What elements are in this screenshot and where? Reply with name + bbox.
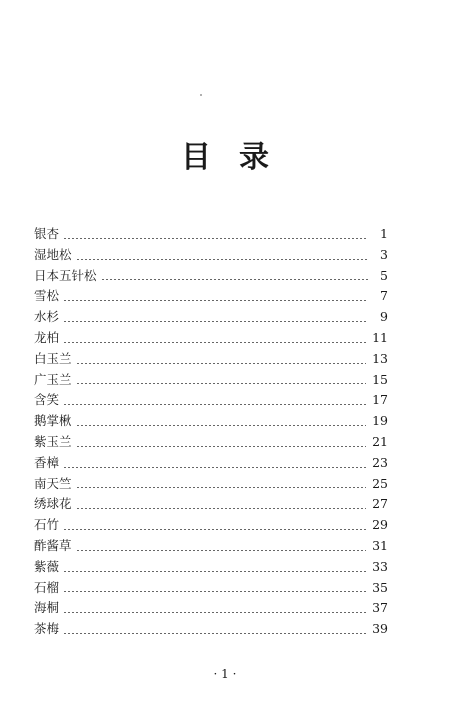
toc-entry-label: 日本五针松	[34, 267, 97, 283]
toc-dot-leader	[76, 363, 367, 364]
toc-entry	[34, 286, 388, 307]
toc-entry-page: 23	[372, 454, 388, 470]
toc-dot-leader	[76, 259, 368, 260]
toc-dot-leader	[63, 321, 368, 322]
toc-entry-page: 5	[380, 267, 388, 283]
toc-entry	[34, 557, 388, 578]
toc-entry-page: 31	[372, 537, 388, 553]
toc-entry	[34, 328, 388, 349]
toc-dot-leader	[63, 529, 366, 530]
toc-entry-page: 27	[372, 496, 388, 512]
toc-entry-label: 湿地松	[34, 246, 72, 262]
toc-entry-label: 紫玉兰	[34, 433, 72, 449]
toc-entry	[34, 598, 388, 619]
toc-entry-label: 香樟	[34, 454, 60, 470]
toc-entry-page: 39	[372, 621, 388, 637]
toc-entry-label: 酢酱草	[34, 537, 72, 553]
toc-entry	[34, 515, 388, 536]
toc-dot-leader	[101, 279, 368, 280]
toc-dot-leader	[76, 487, 367, 488]
toc-entry	[34, 474, 388, 495]
table-of-contents	[34, 224, 388, 640]
toc-entry-page: 3	[380, 246, 388, 262]
toc-entry-label: 紫薇	[34, 558, 60, 574]
toc-dot-leader	[63, 238, 368, 239]
toc-entry-page: 25	[372, 475, 388, 491]
toc-entry	[34, 494, 388, 515]
toc-entry	[34, 390, 388, 411]
toc-entry-label: 广玉兰	[34, 371, 72, 387]
toc-entry	[34, 578, 388, 599]
page-number: · 1 ·	[213, 667, 237, 681]
toc-dot-leader	[63, 467, 366, 468]
toc-entry	[34, 432, 388, 453]
toc-entry	[34, 536, 388, 557]
toc-dot-leader	[63, 300, 368, 301]
toc-entry-page: 11	[372, 329, 388, 345]
toc-dot-leader	[76, 550, 367, 551]
toc-entry-page: 37	[372, 600, 388, 616]
toc-entry	[34, 453, 388, 474]
toc-entry	[34, 245, 388, 266]
toc-dot-leader	[63, 633, 366, 634]
toc-entry-label: 银杏	[34, 226, 60, 241]
toc-entry-label: 龙柏	[34, 329, 60, 345]
toc-entry-page: 7	[380, 288, 388, 304]
toc-entry-label: 水杉	[34, 309, 60, 325]
toc-entry-page: 33	[372, 558, 388, 574]
toc-entry-page: 19	[372, 413, 388, 429]
toc-entry-label: 石竹	[34, 517, 60, 533]
toc-dot-leader	[76, 446, 367, 447]
toc-entry	[34, 307, 388, 328]
toc-dot-leader	[63, 612, 366, 613]
toc-entry-label: 雪松	[34, 288, 60, 304]
toc-dot-leader	[76, 508, 367, 509]
toc-entry-page: 29	[372, 517, 388, 533]
toc-dot-leader	[63, 404, 366, 405]
toc-entry	[34, 349, 388, 370]
toc-entry-page: 15	[372, 371, 388, 387]
toc-entry-label: 含笑	[34, 392, 60, 408]
toc-dot-leader	[63, 591, 366, 592]
toc-entry-page: 35	[372, 579, 388, 595]
toc-dot-leader	[76, 425, 367, 426]
toc-entry-label: 南天竺	[34, 475, 72, 491]
toc-dot-leader	[76, 383, 367, 384]
toc-entry-page: 1	[380, 226, 388, 241]
toc-entry-page: 21	[372, 433, 388, 449]
page-title: 目录	[181, 140, 297, 176]
toc-entry-page: 13	[372, 350, 388, 366]
toc-entry-page: 9	[380, 309, 388, 325]
toc-dot-leader	[63, 571, 366, 572]
toc-dot-leader	[63, 342, 366, 343]
scan-speck	[200, 94, 202, 96]
toc-entry	[34, 224, 388, 245]
toc-entry-label: 绣球花	[34, 496, 72, 512]
toc-entry-label: 茶梅	[34, 621, 60, 637]
toc-entry-label: 海桐	[34, 600, 60, 616]
toc-entry-page: 17	[372, 392, 388, 408]
toc-entry-label: 鹅掌楸	[34, 413, 72, 429]
toc-entry	[34, 266, 388, 287]
toc-entry-label: 石榴	[34, 579, 60, 595]
toc-entry	[34, 370, 388, 391]
toc-entry	[34, 411, 388, 432]
toc-entry-label: 白玉兰	[34, 350, 72, 366]
toc-entry	[34, 619, 388, 640]
